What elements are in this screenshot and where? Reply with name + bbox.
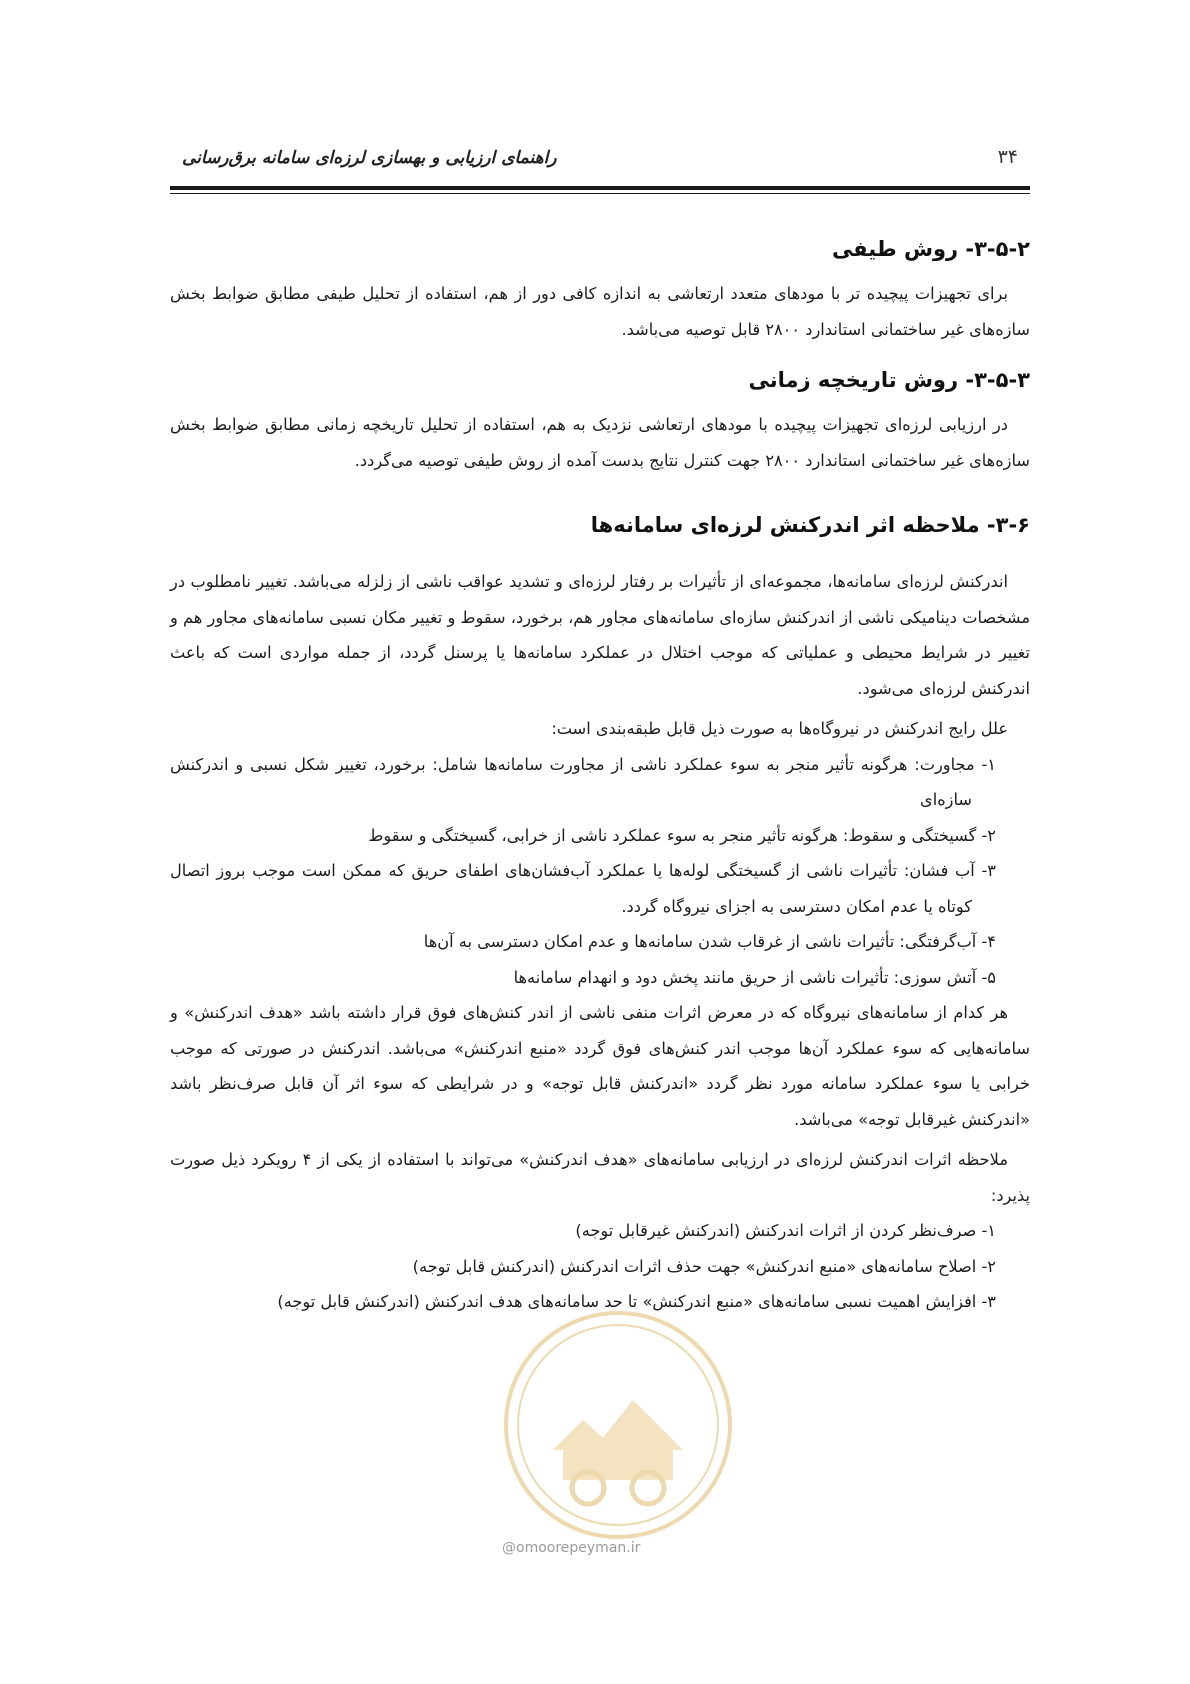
list-item: ۲- اصلاح سامانه‌های «منبع اندرکنش» جهت حذف اثرات اندرکنش (اندرکنش قابل توجه) [412,1256,996,1276]
list-item: ۴- آب‌گرفتگی: تأثیرات ناشی از غرقاب شدن سامانه‌ها و عدم امکان دسترسی به آن‌ها [423,932,996,951]
list-item: ۱- مجاورت: هرگونه تأثیر منجر به سوء عملکرد ناشی از مجاورت سامانه‌ها شامل: برخورد، تغییر شکل نسبی و اندرکنش سازه‌ای [170,754,996,809]
section-heading-interaction: ۳-۶- ملاحظه اثر اندرکنش لرزه‌ای سامانه‌ها [590,513,1030,537]
section-heading-spectral: ۳-۵-۲- روش طیفی [831,237,1030,261]
list-item: ۳- آب فشان: تأثیرات ناشی از گسیختگی لوله‌ها یا عملکرد آب‌فشان‌های اطفای حریق که ممکن است موجب بروز اتصال کوتاه یا عدم امکان دسترسی به اجزای نیروگاه گردد. [170,861,996,916]
list-item: ۳- افزایش اهمیت نسبی سامانه‌های «منبع اندرکنش» تا حد سامانه‌های هدف اندرکنش (اندرکنش قابل توجه) [277,1292,996,1311]
causes-list [170,747,1030,996]
paragraph-interaction-intro: اندرکنش لرزه‌ای سامانه‌ها، مجموعه‌ای از تأثیرات بر رفتار لرزه‌ای و تشدید عواقب ناشی از زلزله می‌باشد. تغییر نامطلوب در مشخصات دینامیکی ناشی از اندرکنش سازه‌ای سامانه‌های مجاور هم، برخورد، سقوط و تغییر مکان نسبی سامانه‌های مجاور هم و تغییر در شرایط محیطی و عملیاتی که موجب اختلال در عملکرد سامانه‌ها یا پرسنل گردد، از جمله مواردی است که باعث اندرکنش لرزه‌ای می‌شود. [170,572,1030,698]
header-rule-thin [170,193,1030,194]
list-item: ۵- آتش سوزی: تأثیرات ناشی از حریق مانند پخش دود و انهدام سامانه‌ها [513,967,996,987]
paragraph-causes-lead: علل رایج اندرکنش در نیروگاه‌ها به صورت ذیل قابل طبقه‌بندی است: [551,719,1008,738]
list-item: ۱- صرف‌نظر کردن از اثرات اندرکنش (اندرکنش غیرقابل توجه) [575,1221,996,1240]
page-number: ۳۴ [997,146,1018,168]
page-body [170,232,1030,1320]
list-item: ۲- گسیختگی و سقوط: هرگونه تأثیر منجر به سوء عملکرد ناشی از خرابی، گسیختگی و سقوط [368,825,996,845]
header-rule-thick [170,186,1030,190]
publisher-seal-watermark [493,1300,743,1550]
watermark-url: @omoorepeyman.ir [502,1540,641,1556]
section-heading-time-history: ۳-۵-۳- روش تاریخچه زمانی [748,368,1030,392]
approaches-list [170,1213,1030,1320]
page-header [170,142,1030,186]
paragraph-approaches-lead: ملاحظه اثرات اندرکنش لرزه‌ای در ارزیابی سامانه‌های «هدف اندرکنش» می‌تواند با استفاده از یکی از ۴ رویکرد ذیل صورت پذیرد: [170,1150,1030,1205]
paragraph-interaction-targets: هر کدام از سامانه‌های نیروگاه که در معرض اثرات منفی ناشی از اندر کنش‌های فوق قرار داشته باشد «هدف اندرکنش» و سامانه‌هایی که سوء عملکرد آن‌ها موجب اندر کنش‌های فوق گردد «منبع اندرکنش» می‌باشد. اندرکنش در صورتی که موجب خرابی یا سوء عملکرد سامانه مورد نظر گردد «اندرکنش قابل توجه» و در شرایطی که سوء اثر آن قابل صرف‌نظر باشد «اندرکنش غیرقابل توجه» می‌باشد. [170,1003,1030,1129]
running-title: راهنمای ارزیابی و بهسازی لرزه‌ای سامانه برق‌رسانی [182,148,557,168]
paragraph-spectral: برای تجهیزات پیچیده تر با مودهای متعدد ارتعاشی به اندازه کافی دور از هم، استفاده از تحلیل طیفی مطابق ضوابط بخش سازه‌های غیر ساختمانی استاندارد ۲۸۰۰ قابل توصیه می‌باشد. [170,284,1030,339]
paragraph-time-history: در ارزیابی لرزه‌ای تجهیزات پیچیده با مودهای ارتعاشی نزدیک به هم، استفاده از تحلیل تاریخچه زمانی مطابق ضوابط بخش سازه‌های غیر ساختمانی استاندارد ۲۸۰۰ جهت کنترل نتایج بدست آمده از روش طیفی توصیه می‌گردد. [170,415,1030,470]
